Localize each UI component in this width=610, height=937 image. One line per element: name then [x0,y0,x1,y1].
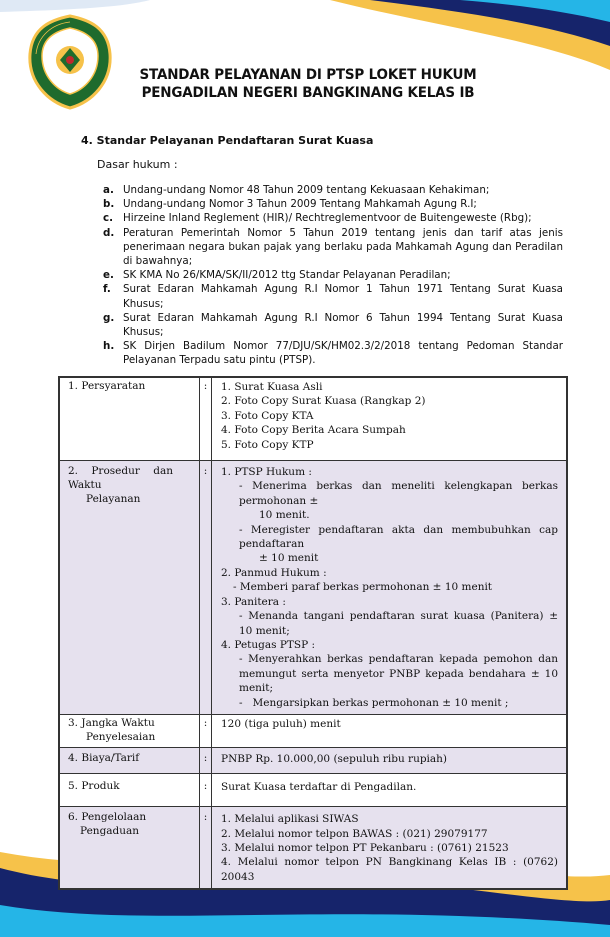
list-item: a. Undang-undang Nomor 48 Tahun 2009 tentang Kekuasaan Kehakiman; [103,184,490,196]
colon: : [200,715,212,747]
colon: : [200,774,212,806]
colon: : [200,748,212,774]
list-item: h. SK Dirjen Badilum Nomor 77/DJU/SK/HM02.3/2/2018 tentang Pedoman Standar Pelayanan Terpadu satu pintu (PTSP). [103,340,563,367]
title-line-1: STANDAR PELAYANAN DI PTSP LOKET HUKUM [139,67,477,83]
row-label: 4. Biaya/Tarif [60,748,200,774]
row-label: 6. Pengelolaan Pengaduan [60,807,200,888]
table-row-biaya [60,748,566,775]
row-label: 2. Prosedur dan Waktu Pelayanan [60,461,200,714]
list-item: b. Undang-undang Nomor 3 Tahun 2009 Tentang Mahkamah Agung R.I; [103,198,477,211]
row-value: PNBP Rp. 10.000,00 (sepuluh ribu rupiah) [221,752,448,765]
list-item: f. Surat Edaran Mahkamah Agung R.I Nomor 1 Tahun 1971 Tentang Surat Kuasa Khusus; [103,283,563,310]
colon: : [200,378,212,460]
table-row-pengaduan [60,807,566,888]
list-item: e. SK KMA No 26/KMA/SK/II/2012 ttg Standar Pelayanan Peradilan; [103,269,451,282]
row-value: 1. Surat Kuasa Asli 2. Foto Copy Surat Kuasa (Rangkap 2) 3. Foto Copy KTA 4. Foto Copy Berita Acara Sumpah 5. Foto Copy KTP [221,381,426,451]
legal-basis-label: Dasar hukum : [97,158,178,171]
legal-basis-list [103,183,563,368]
table-row-produk [60,774,566,807]
row-value: 120 (tiga puluh) menit [221,717,341,730]
row-label: 3. Jangka Waktu Penyelesaian [60,715,200,747]
row-label: 1. Persyaratan [60,378,200,460]
table-row-jangka-waktu [60,715,566,748]
list-item: g. Surat Edaran Mahkamah Agung R.I Nomor 6 Tahun 1994 Tentang Surat Kuasa Khusus; [103,311,563,339]
table-row-persyaratan [60,378,566,461]
list-item: d. Peraturan Pemerintah Nomor 5 Tahun 2019 tentang jenis dan tarif atas jenis penerimaan negara bukan pajak yang berlaku pada Mahkamah Agung dan Peradilan di bawahnya; [103,226,563,268]
colon: : [200,461,212,714]
row-value: Surat Kuasa terdaftar di Pengadilan. [221,781,417,794]
section-heading: 4. Standar Pelayanan Pendaftaran Surat Kuasa [81,134,374,147]
colon: : [200,807,212,888]
court-logo [28,14,112,110]
title-line-2: PENGADILAN NEGERI BANGKINANG KELAS IB [141,85,475,101]
row-value: 1. PTSP Hukum : - Menerima berkas dan meneliti kelengkapan berkas permohonan ± 10 menit. - Meregister pendaftaran akta dan membubuhkan cap pendaftaran ± 10 menit 2. Panmud Hukum : - Memberi paraf berkas permohonan ± 10 menit 3. Panitera : - Menanda tangani pendaftaran surat kuasa (Panitera) ± 10 menit; 4. Petugas PTSP : - Menyerahkan berkas pendaftaran kepada pemohon dan memungut serta menyetor PNBP kepada bendahara ± 10 menit; - Mengarsipkan berkas permohonan ± 10 menit ; [221,466,558,709]
service-standard-table [58,376,568,890]
table-row-prosedur [60,461,566,715]
row-label: 5. Produk [60,774,200,806]
document-title [131,66,484,102]
list-item: c. Hirzeine Inland Reglement (HIR)/ Rechtreglementvoor de Buitengeweste (Rbg); [103,212,532,225]
row-value: 1. Melalui aplikasi SIWAS 2. Melalui nomor telpon BAWAS : (021) 29079177 3. Melalui nomor telpon PT Pekanbaru : (0761) 21523 4. Melalui nomor telpon PN Bangkinang Kelas IB : (0762) 20043 [221,813,558,883]
